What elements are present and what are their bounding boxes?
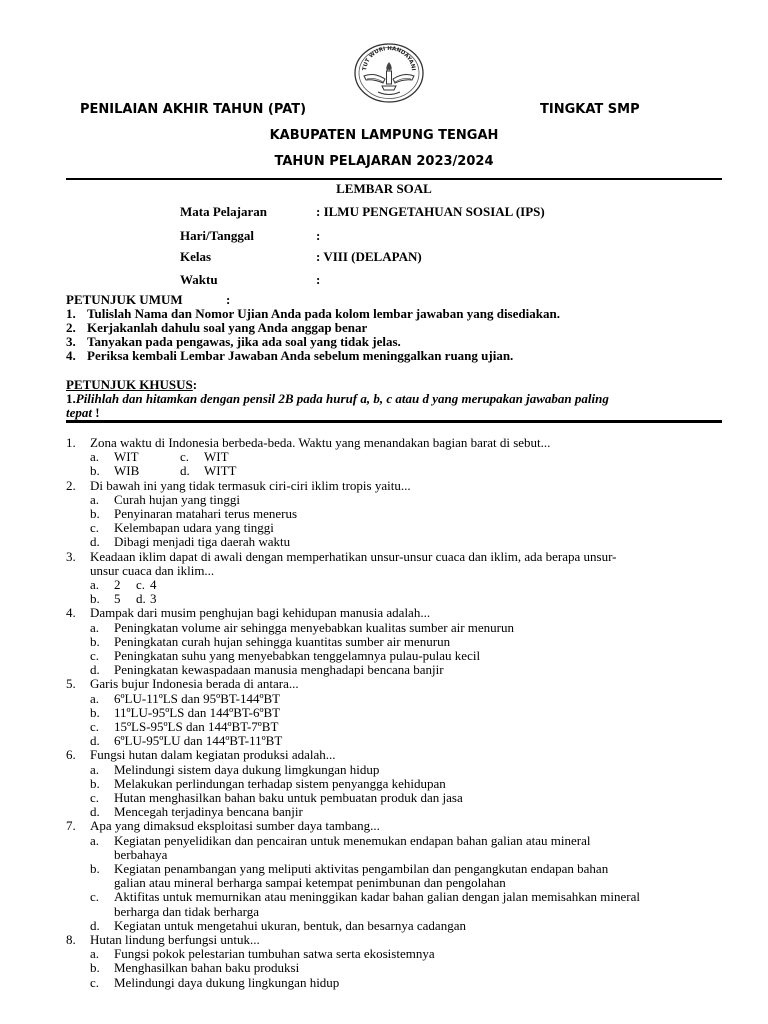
info-value: : bbox=[316, 228, 321, 243]
option-text: Kegiatan penyelidikan dan pencairan untuk menemukan endapan bahan galian atau mineral bbox=[114, 832, 591, 848]
option-letter: a. bbox=[90, 832, 100, 848]
info-label: Waktu bbox=[180, 272, 218, 287]
option-letter: b. bbox=[90, 960, 100, 976]
option-text: Peningkatan suhu yang menyebabkan tenggelamnya pulau-pulau kecil bbox=[114, 648, 481, 663]
option-letter: a. bbox=[90, 619, 100, 635]
option-letter: c. bbox=[90, 719, 100, 734]
instructions-divider bbox=[66, 420, 722, 423]
question-number: 8. bbox=[66, 932, 76, 947]
option-text: 5 bbox=[114, 591, 121, 607]
option-letter: d. bbox=[90, 662, 100, 678]
option-text: Fungsi pokok pelestarian tumbuhan satwa serta ekosistemnya bbox=[114, 946, 435, 962]
option-text: Mencegah terjadinya bencana banjir bbox=[114, 804, 303, 820]
question-number: 6. bbox=[66, 747, 76, 763]
question-number: 5. bbox=[66, 676, 76, 692]
option-letter: a. bbox=[90, 577, 100, 592]
question-text: Hutan lindung berfungsi untuk... bbox=[90, 932, 260, 947]
option-letter: a. bbox=[90, 449, 100, 465]
option-text: Peningkatan volume air sehingga menyebabkan kualitas sumber air menurun bbox=[114, 619, 514, 635]
option-text: 6ºLU-95ºLU dan 144ºBT-11ºBT bbox=[114, 733, 283, 749]
option-text: 15ºLS-95ºLS dan 144ºBT-7ºBT bbox=[114, 719, 279, 734]
specific-instructions-title: PETUNJUK KHUSUS: bbox=[66, 377, 198, 392]
info-value: : bbox=[316, 272, 321, 287]
option-text-cont: galian atau mineral berharga sampai ketempat penimbunan dan pengolahan bbox=[114, 875, 506, 891]
option-letter: c. bbox=[90, 790, 100, 805]
option-text: Penyinaran matahari terus menerus bbox=[114, 506, 298, 521]
question-text: Fungsi hutan dalam kegiatan produksi adalah... bbox=[90, 747, 336, 763]
option-text: Hutan menghasilkan bahan baku untuk pembuatan produk dan jasa bbox=[114, 790, 463, 805]
option-letter: a. bbox=[90, 491, 100, 507]
option-letter: b. bbox=[90, 463, 100, 479]
info-label: Hari/Tanggal bbox=[180, 228, 254, 243]
option-text: 6ºLU-11ºLS dan 95ºBT-144ºBT bbox=[114, 690, 281, 706]
option-text: Melindungi daya dukung lingkungan hidup bbox=[114, 974, 340, 990]
option-letter: b. bbox=[90, 633, 100, 649]
option-text: Melindungi sistem daya dukung limgkungan hidup bbox=[114, 761, 380, 777]
option-text: Peningkatan curah hujan sehingga kuantitas sumber air menurun bbox=[114, 633, 451, 649]
option-text: WIT bbox=[114, 449, 139, 465]
option-text-cont: berbahaya bbox=[114, 846, 168, 862]
option-letter: d. bbox=[90, 733, 100, 749]
option-letter: b. bbox=[90, 506, 100, 521]
option-letter: c. bbox=[90, 974, 100, 990]
option-letter: c. bbox=[90, 889, 100, 905]
option-letter: d. bbox=[90, 917, 100, 933]
school-level: TINGKAT SMP bbox=[540, 102, 640, 117]
option-letter: d. bbox=[136, 591, 146, 607]
option-text: 2 bbox=[114, 577, 121, 592]
option-letter: d. bbox=[90, 804, 100, 820]
option-letter: c. bbox=[180, 449, 190, 465]
sheet-title: LEMBAR SOAL bbox=[336, 181, 432, 196]
question-text: Keadaan iklim dapat di awali dengan memperhatikan unsur-unsur cuaca dan iklim, ada berapa unsur- bbox=[90, 548, 617, 564]
option-letter: b. bbox=[90, 861, 100, 876]
option-text: WIT bbox=[204, 449, 229, 465]
question-text: Dampak dari musim penghujan bagi kehidupan manusia adalah... bbox=[90, 605, 431, 621]
question-number: 7. bbox=[66, 818, 76, 834]
option-letter: c. bbox=[90, 648, 100, 663]
tut-wuri-handayani-logo bbox=[352, 42, 426, 104]
option-letter: d. bbox=[180, 463, 190, 479]
question-number: 4. bbox=[66, 605, 76, 621]
specific-instruction-text: 1.Pilihlah dan hitamkan dengan pensil 2B pada huruf a, b, c atau d yang merupakan jawaban paling bbox=[66, 391, 609, 406]
logo-text: TUT WURI HANDAYANI bbox=[362, 45, 416, 72]
option-text: Kegiatan penambangan yang meliputi aktivitas pengambilan dan pengangkutan endapan bahan bbox=[114, 861, 609, 876]
question-text: Garis bujur Indonesia berada di antara... bbox=[90, 676, 299, 692]
option-letter: d. bbox=[90, 534, 100, 550]
option-text: Aktifitas untuk memurnikan atau meninggikan kadar bahan galian dengan jalan memisahkan mineral bbox=[114, 889, 640, 905]
option-letter: c. bbox=[136, 577, 146, 592]
info-label: Mata Pelajaran bbox=[180, 204, 268, 219]
option-letter: b. bbox=[90, 775, 100, 791]
option-text: 11ºLU-95ºLS dan 144ºBT-6ºBT bbox=[114, 704, 281, 720]
option-text: Peningkatan kewaspadaan manusia menghadapi bencana banjir bbox=[114, 662, 444, 678]
question-number: 3. bbox=[66, 548, 76, 564]
option-text-cont: berharga dan tidak berharga bbox=[114, 903, 259, 919]
option-letter: a. bbox=[90, 690, 100, 706]
question-number: 2. bbox=[66, 477, 76, 493]
option-letter: b. bbox=[90, 591, 100, 607]
option-text: WIB bbox=[114, 463, 140, 479]
general-instructions-title: PETUNJUK UMUM : bbox=[66, 292, 231, 307]
option-text: Dibagi menjadi tiga daerah waktu bbox=[114, 534, 291, 550]
question-text: Zona waktu di Indonesia berbeda-beda. Waktu yang menandakan bagian barat di sebut... bbox=[90, 435, 551, 450]
question-number: 1. bbox=[66, 435, 76, 450]
info-value: : VIII (DELAPAN) bbox=[316, 249, 422, 264]
info-value: : ILMU PENGETAHUAN SOSIAL (IPS) bbox=[316, 204, 545, 219]
option-text: Melakukan perlindungan terhadap sistem penyangga kehidupan bbox=[114, 775, 446, 791]
question-text: Apa yang dimaksud eksploitasi sumber daya tambang... bbox=[90, 818, 380, 834]
question-text-cont: unsur cuaca dan iklim... bbox=[90, 562, 215, 578]
option-letter: b. bbox=[90, 704, 100, 720]
option-text: Kegiatan untuk mengetahui ukuran, bentuk, dan besarnya cadangan bbox=[114, 917, 466, 933]
option-letter: c. bbox=[90, 520, 100, 536]
option-text: 3 bbox=[150, 591, 157, 607]
option-letter: a. bbox=[90, 761, 100, 777]
specific-instruction-text-cont: tepat ! bbox=[66, 405, 100, 420]
academic-year: TAHUN PELAJARAN 2023/2024 bbox=[274, 154, 494, 169]
option-text: Kelembapan udara yang tinggi bbox=[114, 520, 274, 536]
option-letter: a. bbox=[90, 946, 100, 962]
option-text: WITT bbox=[204, 463, 237, 479]
option-text: 4 bbox=[150, 577, 157, 592]
option-text: Menghasilkan bahan baku produksi bbox=[114, 960, 300, 976]
info-label: Kelas bbox=[180, 249, 212, 264]
regency-title: KABUPATEN LAMPUNG TENGAH bbox=[269, 128, 499, 143]
assessment-title: PENILAIAN AKHIR TAHUN (PAT) bbox=[80, 102, 307, 117]
question-text: Di bawah ini yang tidak termasuk ciri-ciri iklim tropis yaitu... bbox=[90, 477, 411, 493]
header-divider bbox=[66, 178, 722, 180]
option-text: Curah hujan yang tinggi bbox=[114, 491, 241, 507]
